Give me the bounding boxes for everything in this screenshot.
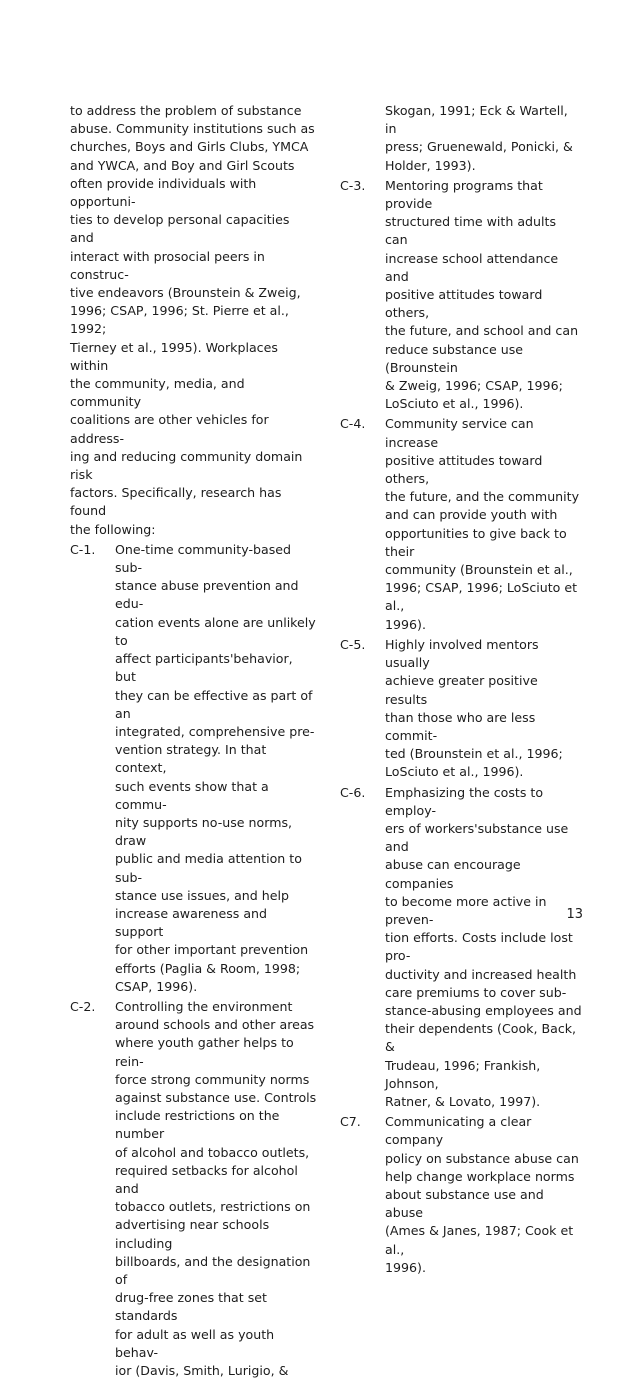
- text-line: efforts (Paglia & Room, 1998;: [115, 960, 301, 976]
- finding-number: C-5.: [340, 636, 366, 652]
- finding-text: [385, 784, 582, 1112]
- text-line: community (Brounstein et al.,: [385, 562, 573, 578]
- text-line: stance use issues, and help: [115, 887, 290, 903]
- text-line: than those who are less commit-: [385, 709, 536, 743]
- text-line: cation events alone are unlikely to: [115, 614, 316, 648]
- finding-text: [385, 177, 582, 414]
- text-line: required setbacks for alcohol and: [115, 1162, 298, 1196]
- text-line: ductivity and increased health: [385, 966, 577, 982]
- text-line: vention strategy. In that context,: [115, 742, 267, 776]
- text-line: LoSciuto et al., 1996).: [385, 396, 524, 412]
- text-line: increase awareness and support: [115, 905, 268, 940]
- text-line: care premiums to cover sub-: [385, 984, 567, 1000]
- text-line: reduce substance use (Brounstein: [385, 341, 524, 375]
- text-line: tion efforts. Costs include lost pro-: [385, 930, 573, 964]
- text-line: against substance use. Controls: [115, 1089, 317, 1105]
- text-line: ior (Davis, Smith, Lurigio, &: [115, 1363, 289, 1379]
- text-line: Holder, 1993).: [385, 157, 476, 173]
- text-line: force strong community norms: [115, 1071, 310, 1087]
- text-line: achieve greater positive results: [385, 673, 538, 707]
- text-line: positive attitudes toward others,: [385, 452, 543, 487]
- text-line: ties to develop personal capacities and: [70, 212, 290, 246]
- page-number: 13: [566, 907, 583, 922]
- text-line: positive attitudes toward others,: [385, 287, 543, 321]
- text-line: about substance use and abuse: [385, 1186, 544, 1221]
- text-line: stance-abusing employees and: [385, 1002, 582, 1018]
- text-line: Community service can increase: [385, 416, 534, 450]
- text-line: tobacco outlets, restrictions on: [115, 1199, 311, 1215]
- text-line: 1996).: [385, 1259, 426, 1275]
- text-line: structured time with adults can: [385, 214, 557, 248]
- text-line: where youth gather helps to rein-: [115, 1035, 294, 1069]
- text-line: churches, Boys and Girls Clubs, YMCA: [70, 139, 309, 155]
- text-line: abuse can encourage companies: [385, 857, 521, 891]
- text-line: Communicating a clear company: [385, 1114, 532, 1148]
- text-line: LoSciuto et al., 1996).: [385, 764, 524, 780]
- text-line: the future, and the community: [385, 489, 580, 505]
- text-line: ted (Brounstein et al., 1996;: [385, 746, 563, 762]
- text-line: drug-free zones that set standards: [115, 1290, 267, 1324]
- finding-number: C-3.: [340, 177, 366, 193]
- text-line: for adult as well as youth behav-: [115, 1326, 275, 1360]
- text-line: & Zweig, 1996; CSAP, 1996;: [385, 378, 563, 394]
- text-line: Tierney et al., 1995). Workplaces within: [70, 339, 278, 373]
- finding-item: [340, 177, 582, 414]
- text-line: CSAP, 1996).: [115, 978, 198, 994]
- text-line: their dependents (Cook, Back, &: [385, 1021, 577, 1055]
- text-line: interact with prosocial peers in construc-: [70, 248, 265, 282]
- finding-number: C7.: [340, 1114, 361, 1130]
- text-line: Trudeau, 1996; Frankish, Johnson,: [385, 1057, 541, 1091]
- text-line: increase school attendance and: [385, 250, 559, 284]
- text-line: integrated, comprehensive pre-: [115, 723, 315, 739]
- text-line: Ratner, & Lovato, 1997).: [385, 1093, 541, 1109]
- text-line: press; Gruenewald, Ponicki, &: [385, 139, 573, 155]
- text-line: stance abuse prevention and edu-: [115, 578, 299, 612]
- finding-text: [385, 415, 582, 633]
- right-column: [340, 102, 582, 1277]
- left-findings-list: [70, 541, 317, 1380]
- finding-text: [115, 541, 317, 996]
- text-line: of alcohol and tobacco outlets,: [115, 1144, 310, 1160]
- text-line: the following:: [70, 521, 156, 537]
- text-line: 1996).: [385, 616, 426, 632]
- text-line: (Ames & Janes, 1987; Cook et al.,: [385, 1223, 574, 1257]
- text-line: Controlling the environment: [115, 998, 293, 1014]
- text-line: opportunities to give back to their: [385, 525, 567, 559]
- text-line: help change workplace norms: [385, 1168, 575, 1184]
- text-line: abuse. Community institutions such as: [70, 121, 315, 137]
- text-line: to become more active in preven-: [385, 893, 547, 927]
- text-line: often provide individuals with opportuni-: [70, 175, 257, 210]
- text-line: Mentoring programs that provide: [385, 177, 543, 212]
- text-line: for other important prevention: [115, 942, 309, 958]
- text-line: public and media attention to sub-: [115, 851, 302, 885]
- text-line: billboards, and the designation of: [115, 1253, 311, 1287]
- finding-item: [340, 415, 582, 633]
- finding-number: C-2.: [70, 998, 96, 1014]
- text-line: and can provide youth with: [385, 507, 558, 523]
- text-line: they can be effective as part of an: [115, 687, 313, 721]
- finding-number: C-1.: [70, 541, 96, 557]
- text-line: the community, media, and community: [70, 376, 245, 410]
- text-line: ers of workers'substance use and: [385, 820, 569, 855]
- text-line: Highly involved mentors usually: [385, 636, 539, 671]
- text-line: affect participants'behavior, but: [115, 651, 293, 685]
- finding-number: C-4.: [340, 416, 366, 432]
- finding-item: [340, 636, 582, 782]
- text-line: advertising near schools including: [115, 1217, 270, 1251]
- finding-text: [115, 998, 317, 1380]
- left-column: [70, 102, 317, 1380]
- text-line: the future, and school and can: [385, 323, 579, 339]
- text-line: 1996; CSAP, 1996; LoSciuto et al.,: [385, 580, 578, 614]
- finding-text: [385, 1113, 582, 1277]
- text-line: Emphasizing the costs to employ-: [385, 784, 544, 818]
- finding-item: [340, 784, 582, 1112]
- text-line: to address the problem of substance: [70, 103, 302, 118]
- text-line: ing and reducing community domain risk: [70, 448, 303, 483]
- finding-item: [70, 998, 317, 1380]
- text-line: nity supports no-use norms, draw: [115, 814, 293, 849]
- text-line: One-time community-based sub-: [115, 541, 291, 576]
- intro-paragraph: [70, 102, 317, 539]
- text-line: policy on substance abuse can: [385, 1150, 579, 1166]
- finding-text: [385, 636, 582, 782]
- finding-item: [70, 541, 317, 996]
- text-line: 1996; CSAP, 1996; St. Pierre et al., 1992;: [70, 303, 289, 337]
- text-line: tive endeavors (Brounstein & Zweig,: [70, 285, 301, 301]
- text-line: factors. Specifically, research has found: [70, 485, 282, 519]
- text-line: such events show that a commu-: [115, 778, 269, 812]
- continuation-paragraph: [340, 102, 582, 175]
- text-line: include restrictions on the number: [115, 1108, 280, 1142]
- text-line: and YWCA, and Boy and Girl Scouts: [70, 157, 295, 173]
- finding-item: [340, 1113, 582, 1277]
- text-line: around schools and other areas: [115, 1017, 315, 1033]
- text-line: Skogan, 1991; Eck & Wartell, in: [385, 103, 568, 137]
- text-line: coalitions are other vehicles for address-: [70, 412, 269, 446]
- finding-number: C-6.: [340, 784, 366, 800]
- right-findings-list: [340, 177, 582, 1277]
